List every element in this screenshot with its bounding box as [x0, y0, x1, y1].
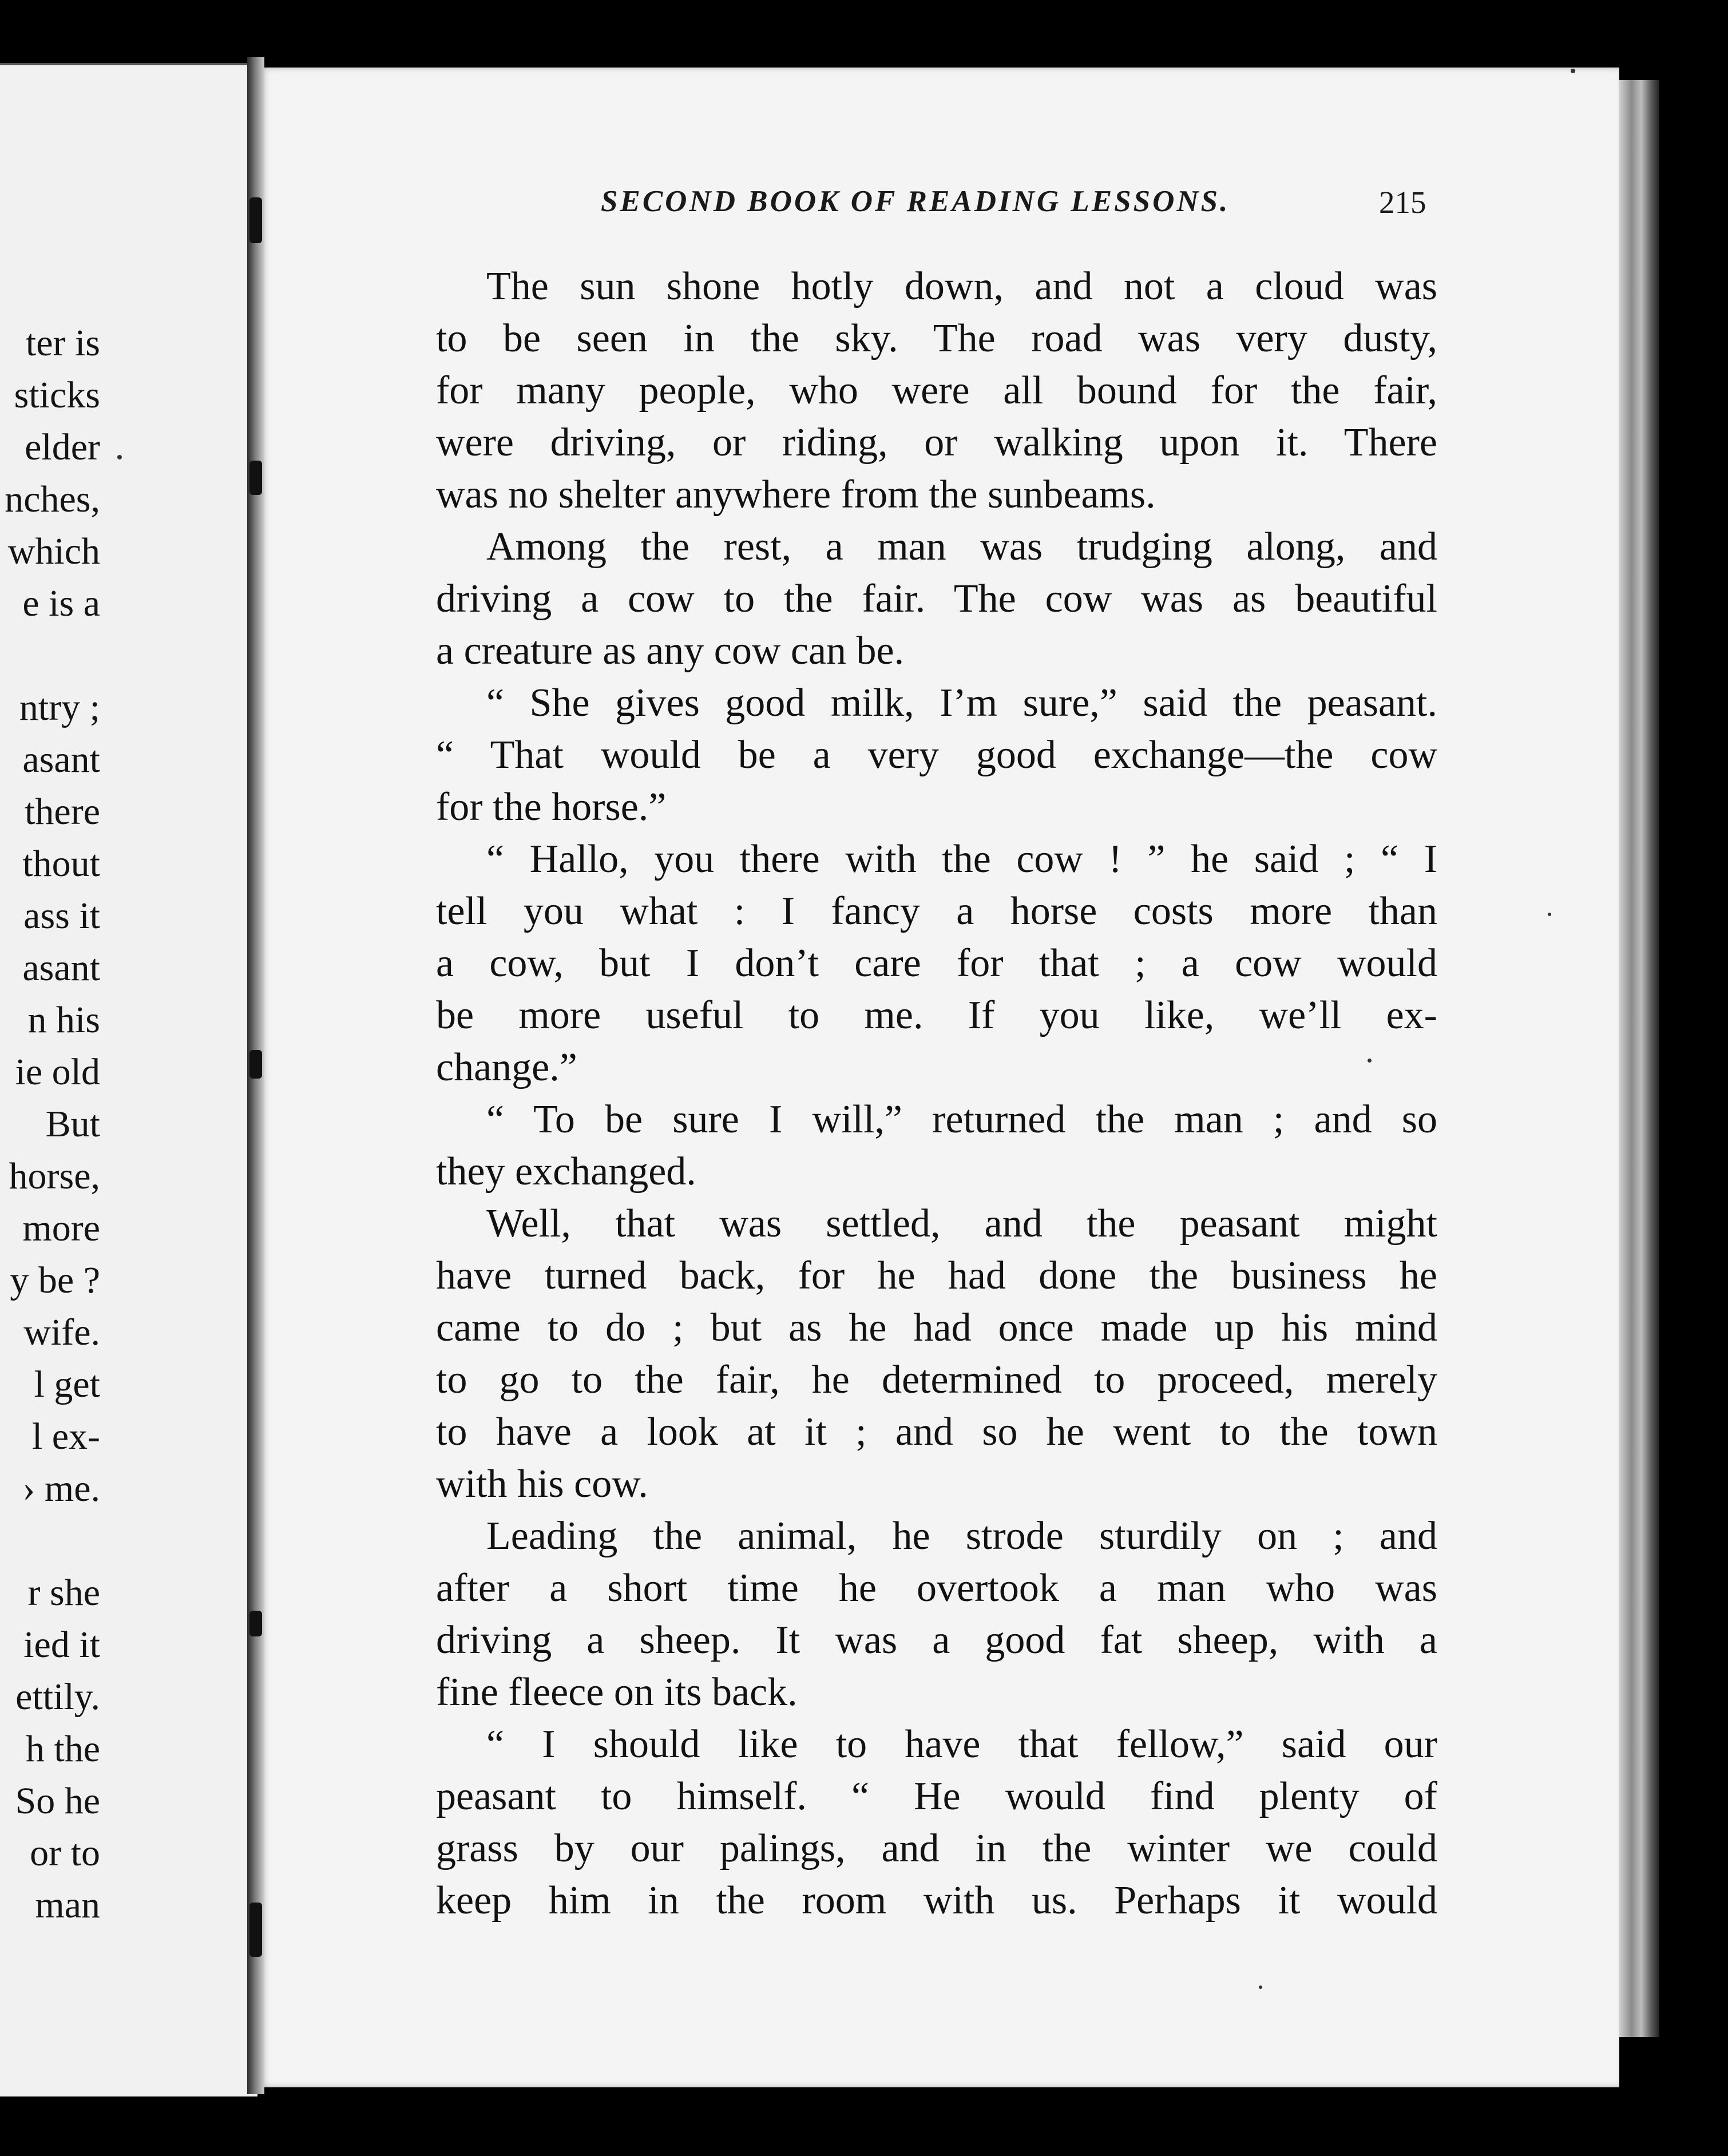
left-line: [0, 1515, 100, 1567]
binding-stitch-icon: [249, 1050, 262, 1079]
text-line: fine fleece on its back.: [436, 1670, 798, 1714]
text-line: “ That would be a very good exchange—the cow: [436, 733, 1437, 777]
text-line: a creature as any cow can be.: [436, 629, 905, 673]
text-line: “ She gives good milk, I’m sure,” said the peasant.: [486, 681, 1437, 725]
left-line: wife.: [23, 1311, 100, 1353]
left-line: thout: [22, 843, 100, 885]
text-line: driving a cow to the fair. The cow was as beautiful: [436, 577, 1437, 621]
left-line: [0, 629, 100, 681]
binding-stitch-icon: [249, 1903, 262, 1957]
dust-speck: [1571, 69, 1575, 73]
dust-speck: [1548, 913, 1551, 916]
left-line: ied it: [23, 1624, 100, 1666]
left-line: ie old: [15, 1051, 100, 1093]
left-page-text: [0, 317, 100, 1931]
text-line: Leading the animal, he strode sturdily on ; and: [486, 1514, 1437, 1558]
left-line: ettily.: [15, 1676, 100, 1718]
left-line: asant: [22, 739, 100, 780]
text-line: came to do ; but as he had once made up his mind: [436, 1306, 1437, 1350]
left-line: n his: [27, 999, 100, 1041]
left-line: asant: [22, 947, 100, 989]
left-page: [0, 63, 257, 2096]
text-line: for many people, who were all bound for the fair,: [436, 368, 1437, 413]
text-line: a cow, but I don’t care for that ; a cow would: [436, 941, 1437, 985]
text-line: for the horse.”: [436, 785, 667, 829]
left-line: which: [7, 530, 100, 572]
text-line: tell you what : I fancy a horse costs more than: [436, 889, 1437, 933]
text-line: with his cow.: [436, 1462, 648, 1506]
left-line: there: [25, 791, 100, 833]
page-number: 215: [1379, 185, 1426, 220]
left-line: So he: [15, 1780, 100, 1822]
dust-speck: [1259, 1985, 1262, 1989]
running-head: SECOND BOOK OF READING LESSONS.: [601, 185, 1230, 218]
text-line: be more useful to me. If you like, we’ll ex-: [436, 993, 1437, 1037]
text-line: keep him in the room with us. Perhaps it would: [436, 1878, 1437, 1923]
text-line: to have a look at it ; and so he went to the town: [436, 1410, 1437, 1454]
dust-speck: [117, 455, 122, 459]
left-line: l get: [34, 1364, 100, 1405]
left-line: horse,: [9, 1155, 100, 1197]
left-line: › me.: [22, 1468, 100, 1509]
left-line: l ex-: [31, 1416, 100, 1457]
left-line: elder: [15, 426, 100, 468]
text-line: was no shelter anywhere from the sunbeams.: [436, 473, 1156, 517]
text-line: driving a sheep. It was a good fat sheep, with a: [436, 1618, 1437, 1662]
text-line: were driving, or riding, or walking upon it. There: [436, 421, 1437, 465]
text-line: “ I should like to have that fellow,” said our: [486, 1722, 1437, 1766]
left-line: h the: [25, 1728, 100, 1770]
text-line: grass by our palings, and in the winter we could: [436, 1826, 1437, 1870]
left-line: ass it: [23, 895, 100, 937]
binding-stitch-icon: [249, 197, 262, 243]
left-line: But: [45, 1103, 100, 1145]
text-line: peasant to himself. “ He would find plenty of: [436, 1774, 1437, 1818]
left-line: ter is: [25, 322, 100, 364]
text-line: Among the rest, a man was trudging along, and: [486, 525, 1437, 569]
text-line: they exchanged.: [436, 1150, 696, 1194]
left-line: y be ?: [10, 1259, 100, 1301]
left-line: sticks: [14, 374, 100, 416]
text-line: to go to the fair, he determined to proceed, merely: [436, 1358, 1437, 1402]
text-line: have turned back, for he had done the business he: [436, 1254, 1437, 1298]
left-line: or to: [30, 1832, 100, 1874]
left-line: more: [22, 1207, 100, 1249]
text-line: to be seen in the sky. The road was very dusty,: [436, 316, 1437, 360]
body-text: [436, 260, 1437, 1927]
left-line: ntry ;: [19, 687, 100, 728]
binding-stitch-icon: [249, 1611, 262, 1636]
dust-speck: [1368, 1059, 1372, 1063]
binding-stitch-icon: [249, 461, 262, 495]
text-line: Well, that was settled, and the peasant might: [486, 1202, 1437, 1246]
text-line: The sun shone hotly down, and not a cloud was: [486, 264, 1437, 308]
left-line: man: [35, 1884, 100, 1926]
left-line: nches,: [5, 478, 100, 520]
page-edge: [1619, 80, 1659, 2037]
text-line: “ To be sure I will,” returned the man ; and so: [486, 1097, 1437, 1142]
left-line: r she: [27, 1572, 100, 1614]
text-line: after a short time he overtook a man who was: [436, 1566, 1437, 1610]
text-line: “ Hallo, you there with the cow ! ” he said ; “ I: [486, 837, 1437, 881]
text-line: change.”: [436, 1045, 577, 1089]
left-line: e is a: [22, 582, 100, 624]
